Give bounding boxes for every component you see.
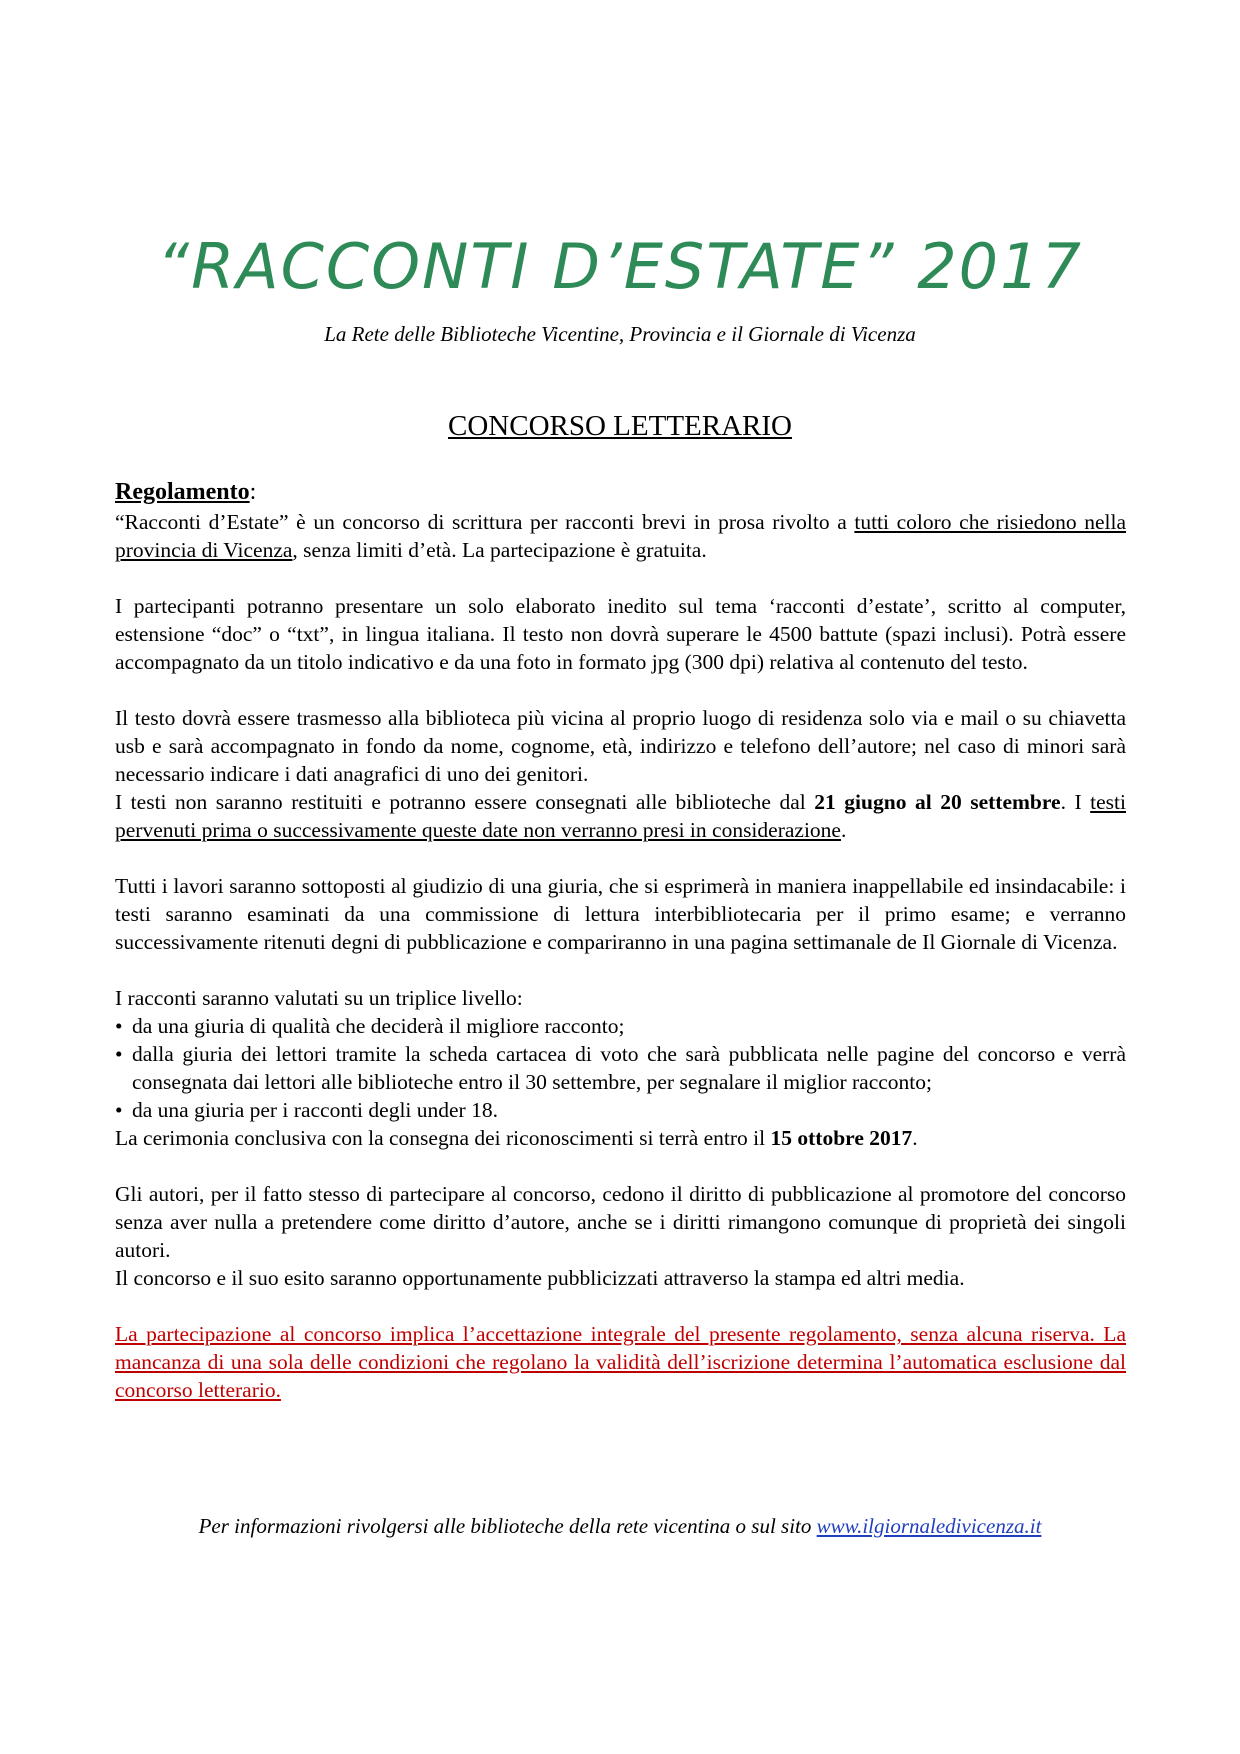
rules-heading bbox=[115, 476, 1126, 508]
footer-info bbox=[0, 1514, 1240, 1539]
paragraph-evaluation-intro: I racconti saranno valutati su un triplice livello: bbox=[115, 986, 523, 1010]
eligibility-text-end: , senza limiti d’età. La partecipazione è gratuita. bbox=[292, 538, 707, 562]
document-title: “RACCONTI D’ESTATE” 2017 bbox=[157, 230, 1083, 303]
deadlines-dates: 21 giugno al 20 settembre bbox=[814, 790, 1061, 814]
document-subtitle: La Rete delle Biblioteche Vicentine, Provincia e il Giornale di Vicenza bbox=[324, 322, 916, 346]
eligibility-underlined: tutti coloro che risiedono nella provincia di Vicenza bbox=[115, 510, 1127, 562]
eligibility-text-start: “Racconti d’Estate” è un concorso di scrittura per racconti brevi in prosa rivolto a bbox=[115, 510, 855, 534]
evaluation-list bbox=[115, 1012, 1126, 1124]
rules-body bbox=[115, 476, 1126, 1404]
evaluation-item-readers-jury: • dalla giuria dei lettori tramite la scheda cartacea di voto che sarà pubblicata nelle pagine del concorso e verrà consegnata dai lettori alle biblioteche entro il 30 settembre, per segnalare il miglior racconto; bbox=[115, 1040, 1126, 1096]
acceptance-notice: La partecipazione al concorso implica l’accettazione integrale del presente regolamento, senza alcuna riserva. La mancanza di una sola delle condizioni che regolano la validità dell’iscrizione determina l’automatica esclusione dal concorso letterario. bbox=[115, 1322, 1126, 1402]
ceremony-text-end: . bbox=[912, 1126, 918, 1150]
section-title: CONCORSO LETTERARIO bbox=[448, 410, 792, 442]
deadlines-text-mid: . I bbox=[1060, 790, 1091, 814]
paragraph-publicity: Il concorso e il suo esito saranno opportunamente pubblicizzati attraverso la stampa ed altri media. bbox=[115, 1266, 965, 1290]
paragraph-ceremony bbox=[115, 1124, 1126, 1152]
deadlines-text-start: I testi non saranno restituiti e potranno essere consegnati alle biblioteche dal bbox=[115, 790, 815, 814]
paragraph-spacer bbox=[115, 1292, 1126, 1320]
evaluation-item-quality-jury: • da una giuria di qualità che deciderà il migliore racconto; bbox=[115, 1012, 1126, 1040]
deadlines-text-end: . bbox=[840, 818, 847, 842]
paragraph-spacer bbox=[115, 1152, 1126, 1180]
footer-text: Per informazioni rivolgersi alle biblioteche della rete vicentina o sul sito bbox=[198, 1514, 817, 1538]
paragraph-spacer bbox=[115, 564, 1126, 592]
rules-heading-colon: : bbox=[249, 479, 257, 505]
paragraph-spacer bbox=[115, 844, 1126, 872]
paragraph-spacer bbox=[115, 956, 1126, 984]
paragraph-submission-format: I partecipanti potranno presentare un solo elaborato inedito sul tema ‘racconti d’estate’, scritto al computer, estensione “doc” o “txt”, in lingua italiana. Il testo non dovrà superare le 4500 battute (spazi inclusi). Potrà essere accompagnato da un titolo indicativo e da una foto in formato jpg (300 dpi) relativa al contenuto del testo. bbox=[115, 594, 1126, 674]
paragraph-deadlines bbox=[115, 788, 1126, 844]
website-link[interactable]: www.ilgiornaledivicenza.it bbox=[816, 1514, 1042, 1538]
paragraph-spacer bbox=[115, 676, 1126, 704]
rules-heading-label: Regolamento bbox=[115, 479, 250, 505]
evaluation-item-under18-jury: • da una giuria per i racconti degli under 18. bbox=[115, 1096, 1126, 1124]
ceremony-date: 15 ottobre 2017 bbox=[770, 1126, 913, 1150]
paragraph-eligibility bbox=[115, 508, 1126, 564]
deadlines-underlined: testi pervenuti prima o successivamente queste date non verranno presi in considerazione bbox=[115, 790, 1126, 842]
ceremony-text-start: La cerimonia conclusiva con la consegna dei riconoscimenti si terrà entro il bbox=[115, 1126, 771, 1150]
paragraph-delivery: Il testo dovrà essere trasmesso alla biblioteca più vicina al proprio luogo di residenza solo via e mail o su chiavetta usb e sarà accompagnato in fondo da nome, cognome, età, indirizzo e telefono dell’autore; nel caso di minori sarà necessario indicare i dati anagrafici di uno dei genitori. bbox=[115, 706, 1126, 786]
paragraph-rights: Gli autori, per il fatto stesso di partecipare al concorso, cedono il diritto di pubblicazione al promotore del concorso senza aver nulla a pretendere come diritto d’autore, anche se i diritti rimangono comunque di proprietà dei singoli autori. bbox=[115, 1182, 1126, 1262]
paragraph-jury: Tutti i lavori saranno sottoposti al giudizio di una giuria, che si esprimerà in maniera inappellabile ed insindacabile: i testi saranno esaminati da una commissione di lettura interbibliotecaria per il primo esame; e verranno successivamente ritenuti degni di pubblicazione e compariranno in una pagina settimanale de Il Giornale di Vicenza. bbox=[115, 874, 1126, 954]
